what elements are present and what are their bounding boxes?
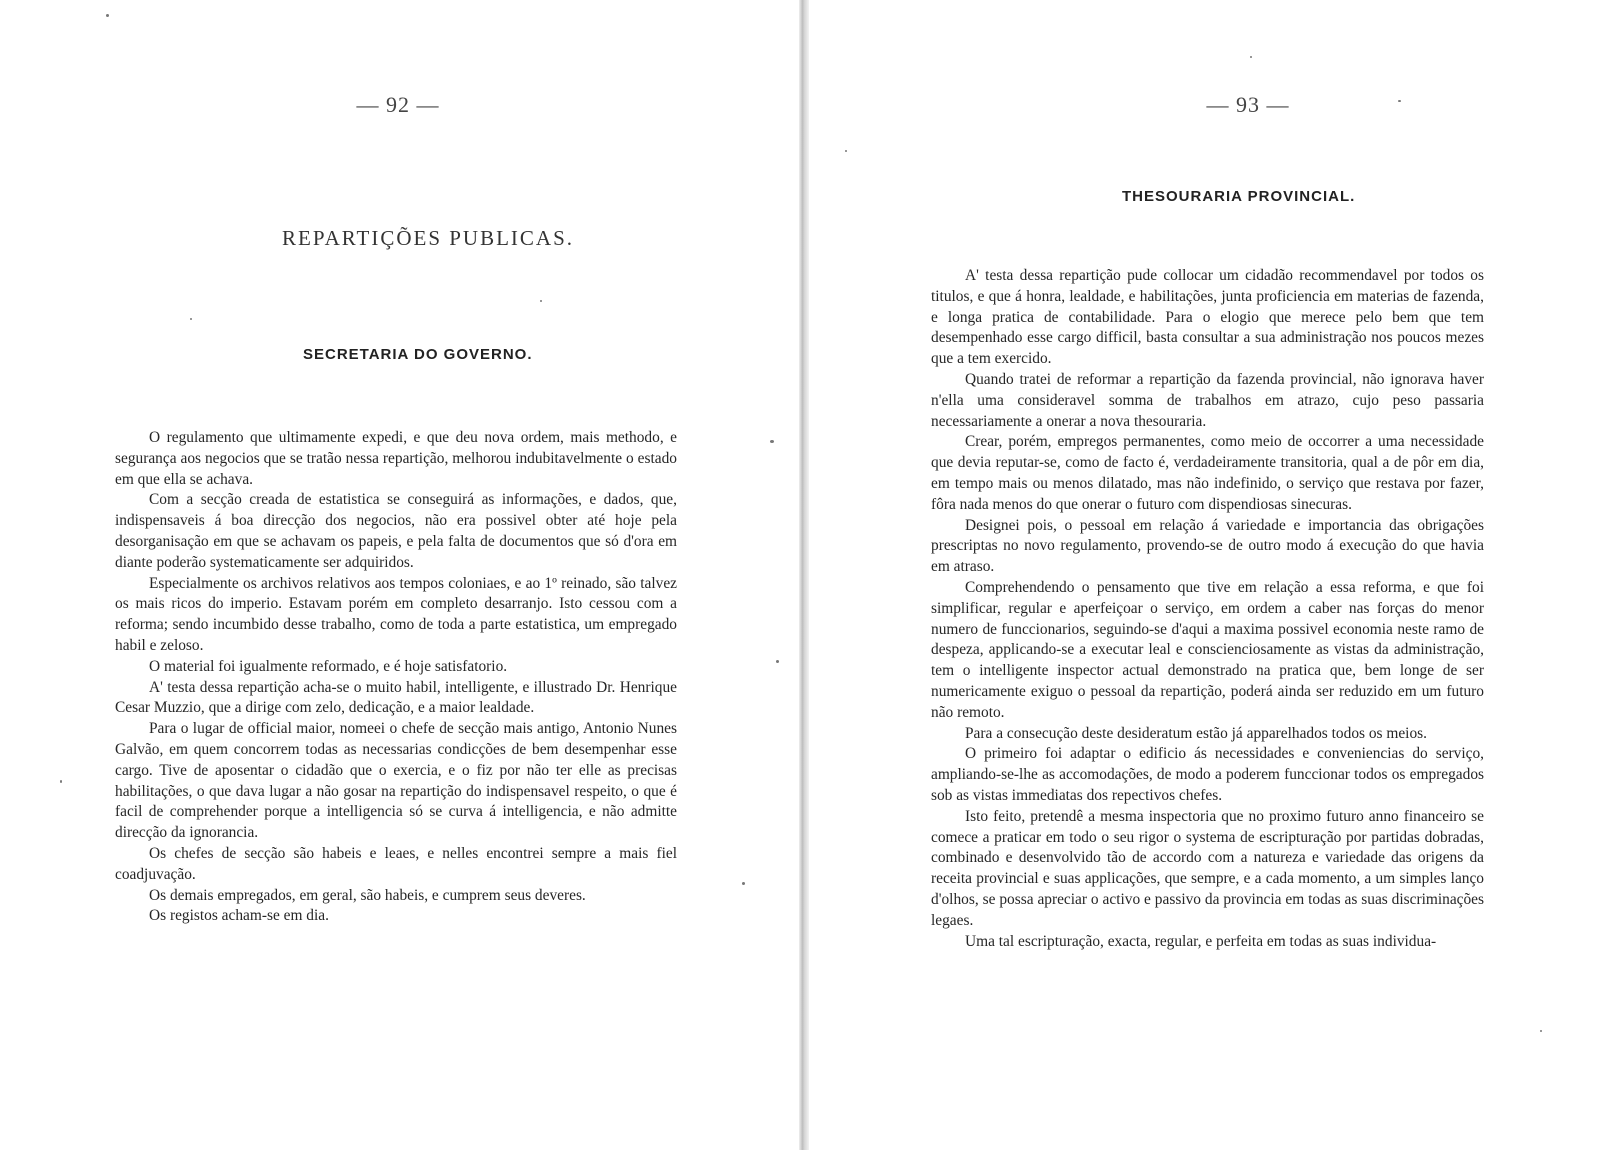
paragraph: O primeiro foi adaptar o edificio ás necessidades e conveniencias do serviço, ampliando-se-lhe as accomodações, de modo a poderem funccionar todos os empregados sob as vistas immediatas dos repectivos chefes. xyxy=(931,745,1484,804)
right-page xyxy=(806,0,1600,1150)
subsection-title: SECRETARIA DO GOVERNO. xyxy=(303,346,533,363)
scan-speck xyxy=(190,318,192,320)
paragraph: Os demais empregados, em geral, são habeis, e cumprem seus deveres. xyxy=(149,886,586,904)
scan-speck xyxy=(540,300,542,302)
paragraph: O regulamento que ultimamente expedi, e que deu nova ordem, mais methodo, e segurança aos negocios que se tratão nessa repartição, melhorou indubitavelmente o estado em que ella se achava. xyxy=(115,429,677,488)
scan-speck xyxy=(1540,1030,1542,1032)
paragraph: O material foi igualmente reformado, e é hoje satisfatorio. xyxy=(149,657,508,675)
scan-speck xyxy=(845,150,847,152)
page-number: — 92 — xyxy=(356,92,440,117)
page-number: — 93 — xyxy=(1206,92,1290,117)
paragraph: Quando tratei de reformar a repartição da fazenda provincial, não ignorava haver n'ella uma consideravel somma de trabalhos em atrazo, cujo peso passaria necessariamente a onerar a nova thesouraria. xyxy=(931,370,1484,430)
paragraph: A' testa dessa repartição acha-se o muito habil, intelligente, e illustrado Dr. Henrique Cesar Muzzio, que a dirige com zelo, dedicação, e a maior lealdade. xyxy=(115,678,677,717)
paragraph: Os chefes de secção são habeis e leaes, e nelles encontrei sempre a mais fiel coadjuvação. xyxy=(115,844,677,883)
paragraph: Especialmente os archivos relativos aos tempos coloniaes, e ao 1º reinado, são talvez os mais ricos do imperio. Estavam porém em completo desarranjo. Isto cessou com a reforma; sendo incumbido desse trabalho, como de toda a parte estatistica, um empregado habil e zeloso. xyxy=(115,574,677,654)
paragraph: Designei pois, o pessoal em relação á variedade e importancia das obrigações prescriptas no novo regulamento, provendo-se de outro modo á execução do que havia em atraso. xyxy=(931,516,1484,576)
paragraph: Os registos acham-se em dia. xyxy=(149,907,329,925)
body-text xyxy=(115,428,677,927)
scan-speck xyxy=(60,780,62,783)
paragraph: A' testa dessa repartição pude collocar um cidadão recommendavel por todos os titulos, e que á honra, lealdade, e habilitações, junta proficiencia em materias de fazenda, e longa pratica de contabilidade. Para o elogio que merece pelo bem que tem desempenhado esse cargo difficil, basta consultar a sua administração nos poucos mezes que a tem exercido. xyxy=(931,267,1484,368)
scan-speck xyxy=(742,882,745,885)
scan-speck xyxy=(106,14,109,17)
paragraph: Comprehendendo o pensamento que tive em relação a essa reforma, e que foi simplificar, regular e aperfeiçoar o serviço, em ordem a caber nas forças do menor numero de funccionarios, seguindo-se d'aqui a maxima possivel economia neste ramo de despeza, applicando-se a executar leal e conscienciosamente as vistas da administração, tem o intelligente inspector actual demonstrado na pratica que, bem longe de ser numericamente exiguo o pessoal da repartição, poderá ainda ser reduzido em um futuro não remoto. xyxy=(931,578,1484,721)
scan-speck xyxy=(1398,100,1401,102)
scan-speck xyxy=(1250,56,1252,58)
paragraph: Para o lugar de official maior, nomeei o chefe de secção mais antigo, Antonio Nunes Galvão, em quem concorrem todas as necessarias condicções de bem desempenhar esse cargo. Tive de aposentar o cidadão que o exercia, e o fiz por não ter elle as precisas habilitações, o que dava lugar a não gosar na repartição do indispensavel respeito, o que é facil de comprehender porque a intelligencia só se curva á intelligencia, e não admitte direcção da ignorancia. xyxy=(115,720,677,842)
paragraph: Uma tal escripturação, exacta, regular, e perfeita em todas as suas individua- xyxy=(965,932,1437,950)
body-text xyxy=(931,266,1484,952)
scan-speck xyxy=(776,660,779,663)
paragraph: Com a secção creada de estatistica se conseguirá as informações, e dados, que, indispensaveis á boa direcção dos negocios, não era possivel obter até hoje pela desorganisação em que se achavam os papeis, e pela falta de documentos que só d'ora em diante poderão systematicamente ser adquiridos. xyxy=(115,491,677,571)
paragraph: Isto feito, pretendê a mesma inspectoria que no proximo futuro anno financeiro se comece a praticar em todo o seu rigor o systema de escripturação por partidas dobradas, combinado e desenvolvido tão de accordo com a natureza e variedade das origens da receita provincial e suas applicações, que sempre, e a cada momento, a um simples lanço d'olhos, se possa apreciar o activo e passivo da provincia em todas as suas discriminações legaes. xyxy=(931,807,1484,929)
paragraph: Para a consecução deste desideratum estão já apparelhados todos os meios. xyxy=(965,724,1427,742)
scan-speck xyxy=(770,440,774,443)
subsection-title: THESOURARIA PROVINCIAL. xyxy=(1122,188,1356,205)
paragraph: Crear, porém, empregos permanentes, como meio de occorrer a uma necessidade que devia reputar-se, como de facto é, verdadeiramente transitoria, qual a de pôr em dia, em tempo mais ou menos dilatado, mas não indefinido, o serviço que restava por fazer, fôra nada menos do que onerar o futuro com dispendiosas sinecuras. xyxy=(931,433,1484,513)
section-title: REPARTIÇÕES PUBLICAS. xyxy=(282,226,575,250)
